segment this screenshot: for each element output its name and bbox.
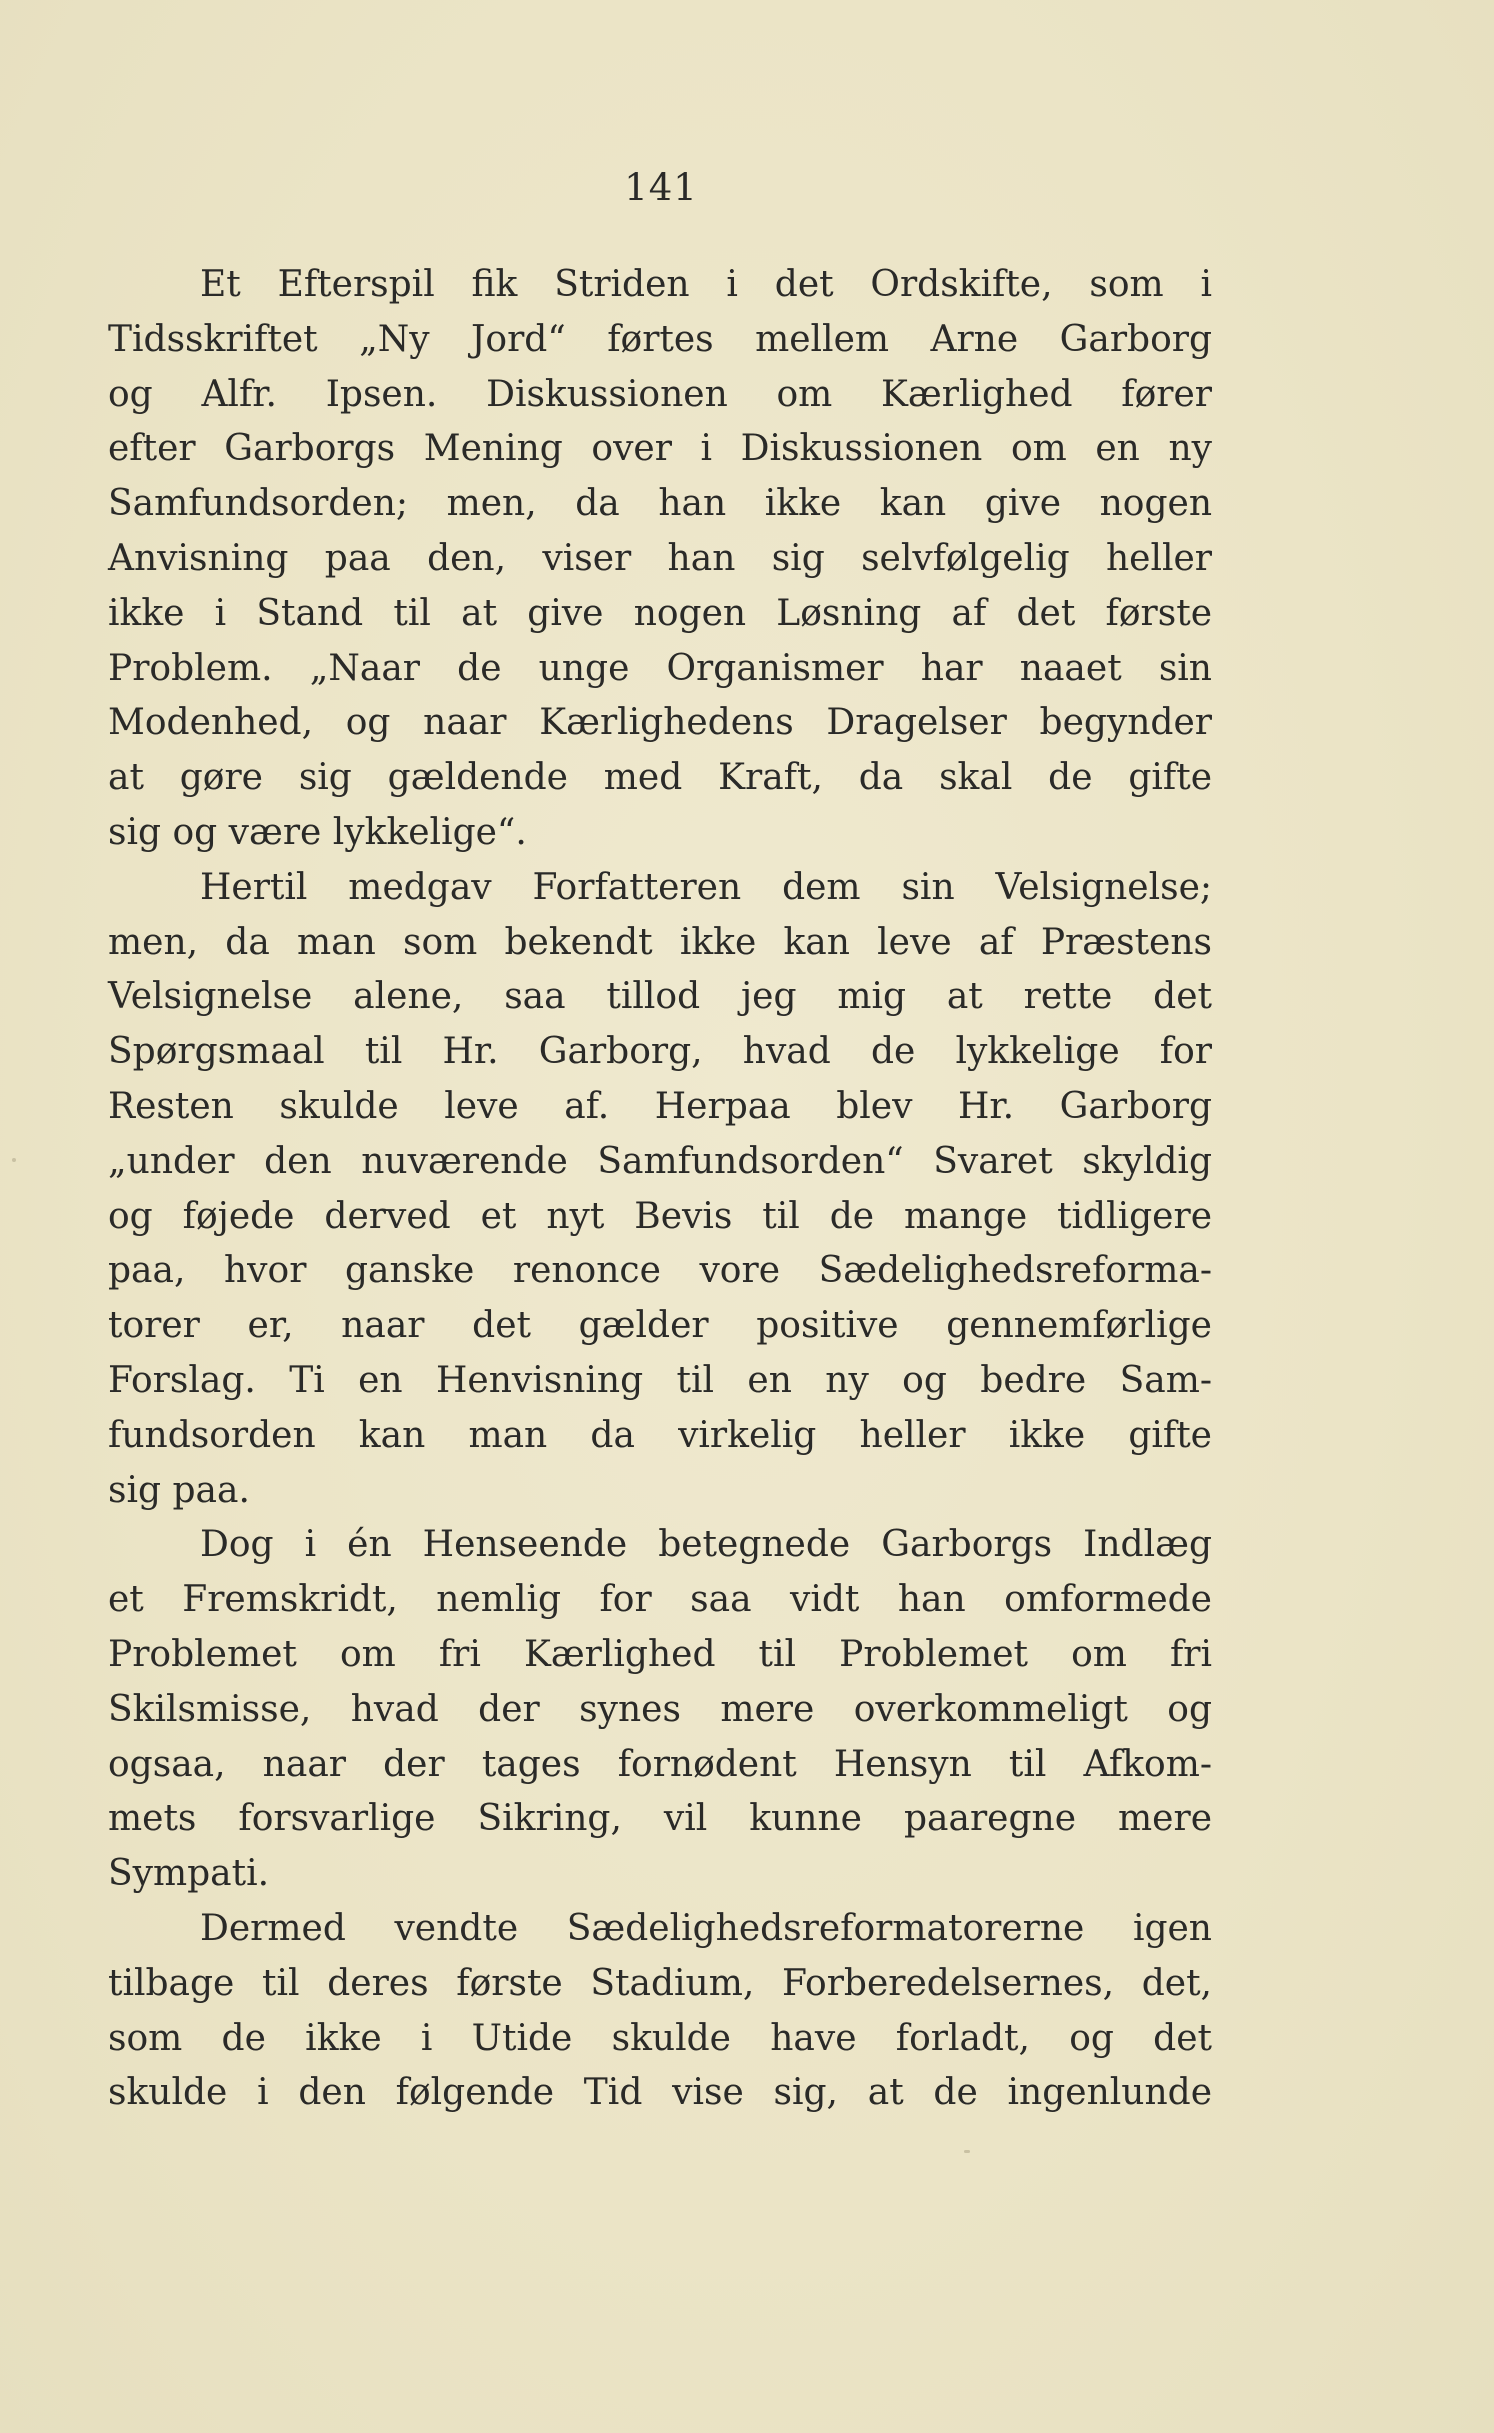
text-line: Dog i én Henseende betegnede Garborgs Indlæg: [200, 1524, 1212, 1566]
text-line: Sympati.: [108, 1853, 270, 1895]
text-line: Forslag. Ti en Henvisning til en ny og bedre Sam-: [108, 1359, 1212, 1401]
text-line: som de ikke i Utide skulde have forladt, og det: [108, 2017, 1212, 2059]
text-line: skulde i den følgende Tid vise sig, at de ingenlunde: [108, 2072, 1212, 2114]
text-line: „under den nuværende Samfundsorden“ Svaret skyldig: [108, 1140, 1212, 1182]
text-line: Modenhed, og naar Kærlighedens Dragelser begynder: [108, 702, 1212, 744]
text-line: torer er, naar det gælder positive gennemførlige: [108, 1305, 1212, 1347]
text-line: Anvisning paa den, viser han sig selvfølgelig heller: [108, 537, 1212, 579]
text-line: efter Garborgs Mening over i Diskussionen om en ny: [108, 428, 1212, 470]
text-line: sig paa.: [108, 1469, 250, 1511]
text-line: Velsignelse alene, saa tillod jeg mig at rette det: [108, 976, 1212, 1018]
text-line: Spørgsmaal til Hr. Garborg, hvad de lykkelige for: [108, 1031, 1212, 1073]
text-line: Tidsskriftet „Ny Jord“ førtes mellem Arne Garborg: [108, 318, 1212, 360]
text-line: sig og være lykkelige“.: [108, 811, 527, 853]
text-line: Samfundsorden; men, da han ikke kan give nogen: [108, 483, 1212, 525]
text-line: et Fremskridt, nemlig for saa vidt han omformede: [108, 1579, 1212, 1621]
text-line: Problem. „Naar de unge Organismer har naaet sin: [108, 647, 1212, 689]
text-line: paa, hvor ganske renonce vore Sædelighedsreforma-: [108, 1250, 1212, 1292]
body-text: [108, 258, 1212, 2121]
text-line: ikke i Stand til at give nogen Løsning af det første: [108, 592, 1212, 634]
paper-speck: [12, 1158, 16, 1162]
text-line: ogsaa, naar der tages fornødent Hensyn til Afkom-: [108, 1743, 1212, 1785]
text-line: Dermed vendte Sædelighedsreformatorerne igen: [200, 1907, 1212, 1949]
text-line: Hertil medgav Forfatteren dem sin Velsignelse;: [200, 866, 1212, 908]
text-line: og føjede derved et nyt Bevis til de mange tidligere: [108, 1195, 1212, 1237]
text-line: men, da man som bekendt ikke kan leve af Præstens: [108, 921, 1212, 963]
text-line: Problemet om fri Kærlighed til Problemet om fri: [108, 1633, 1212, 1675]
text-line: tilbage til deres første Stadium, Forberedelsernes, det,: [108, 1962, 1212, 2004]
text-line: at gøre sig gældende med Kraft, da skal de gifte: [108, 757, 1212, 799]
text-line: Et Efterspil fik Striden i det Ordskifte, som i: [200, 264, 1212, 305]
text-line: mets forsvarlige Sikring, vil kunne paaregne mere: [108, 1798, 1212, 1840]
paper-speck: [964, 2150, 970, 2153]
text-line: Resten skulde leve af. Herpaa blev Hr. Garborg: [108, 1085, 1212, 1127]
page-number: 141: [624, 166, 698, 209]
text-line: og Alfr. Ipsen. Diskussionen om Kærlighed fører: [108, 373, 1212, 415]
text-line: Skilsmisse, hvad der synes mere overkommeligt og: [108, 1688, 1212, 1730]
text-line: fundsorden kan man da virkelig heller ikke gifte: [108, 1414, 1212, 1456]
